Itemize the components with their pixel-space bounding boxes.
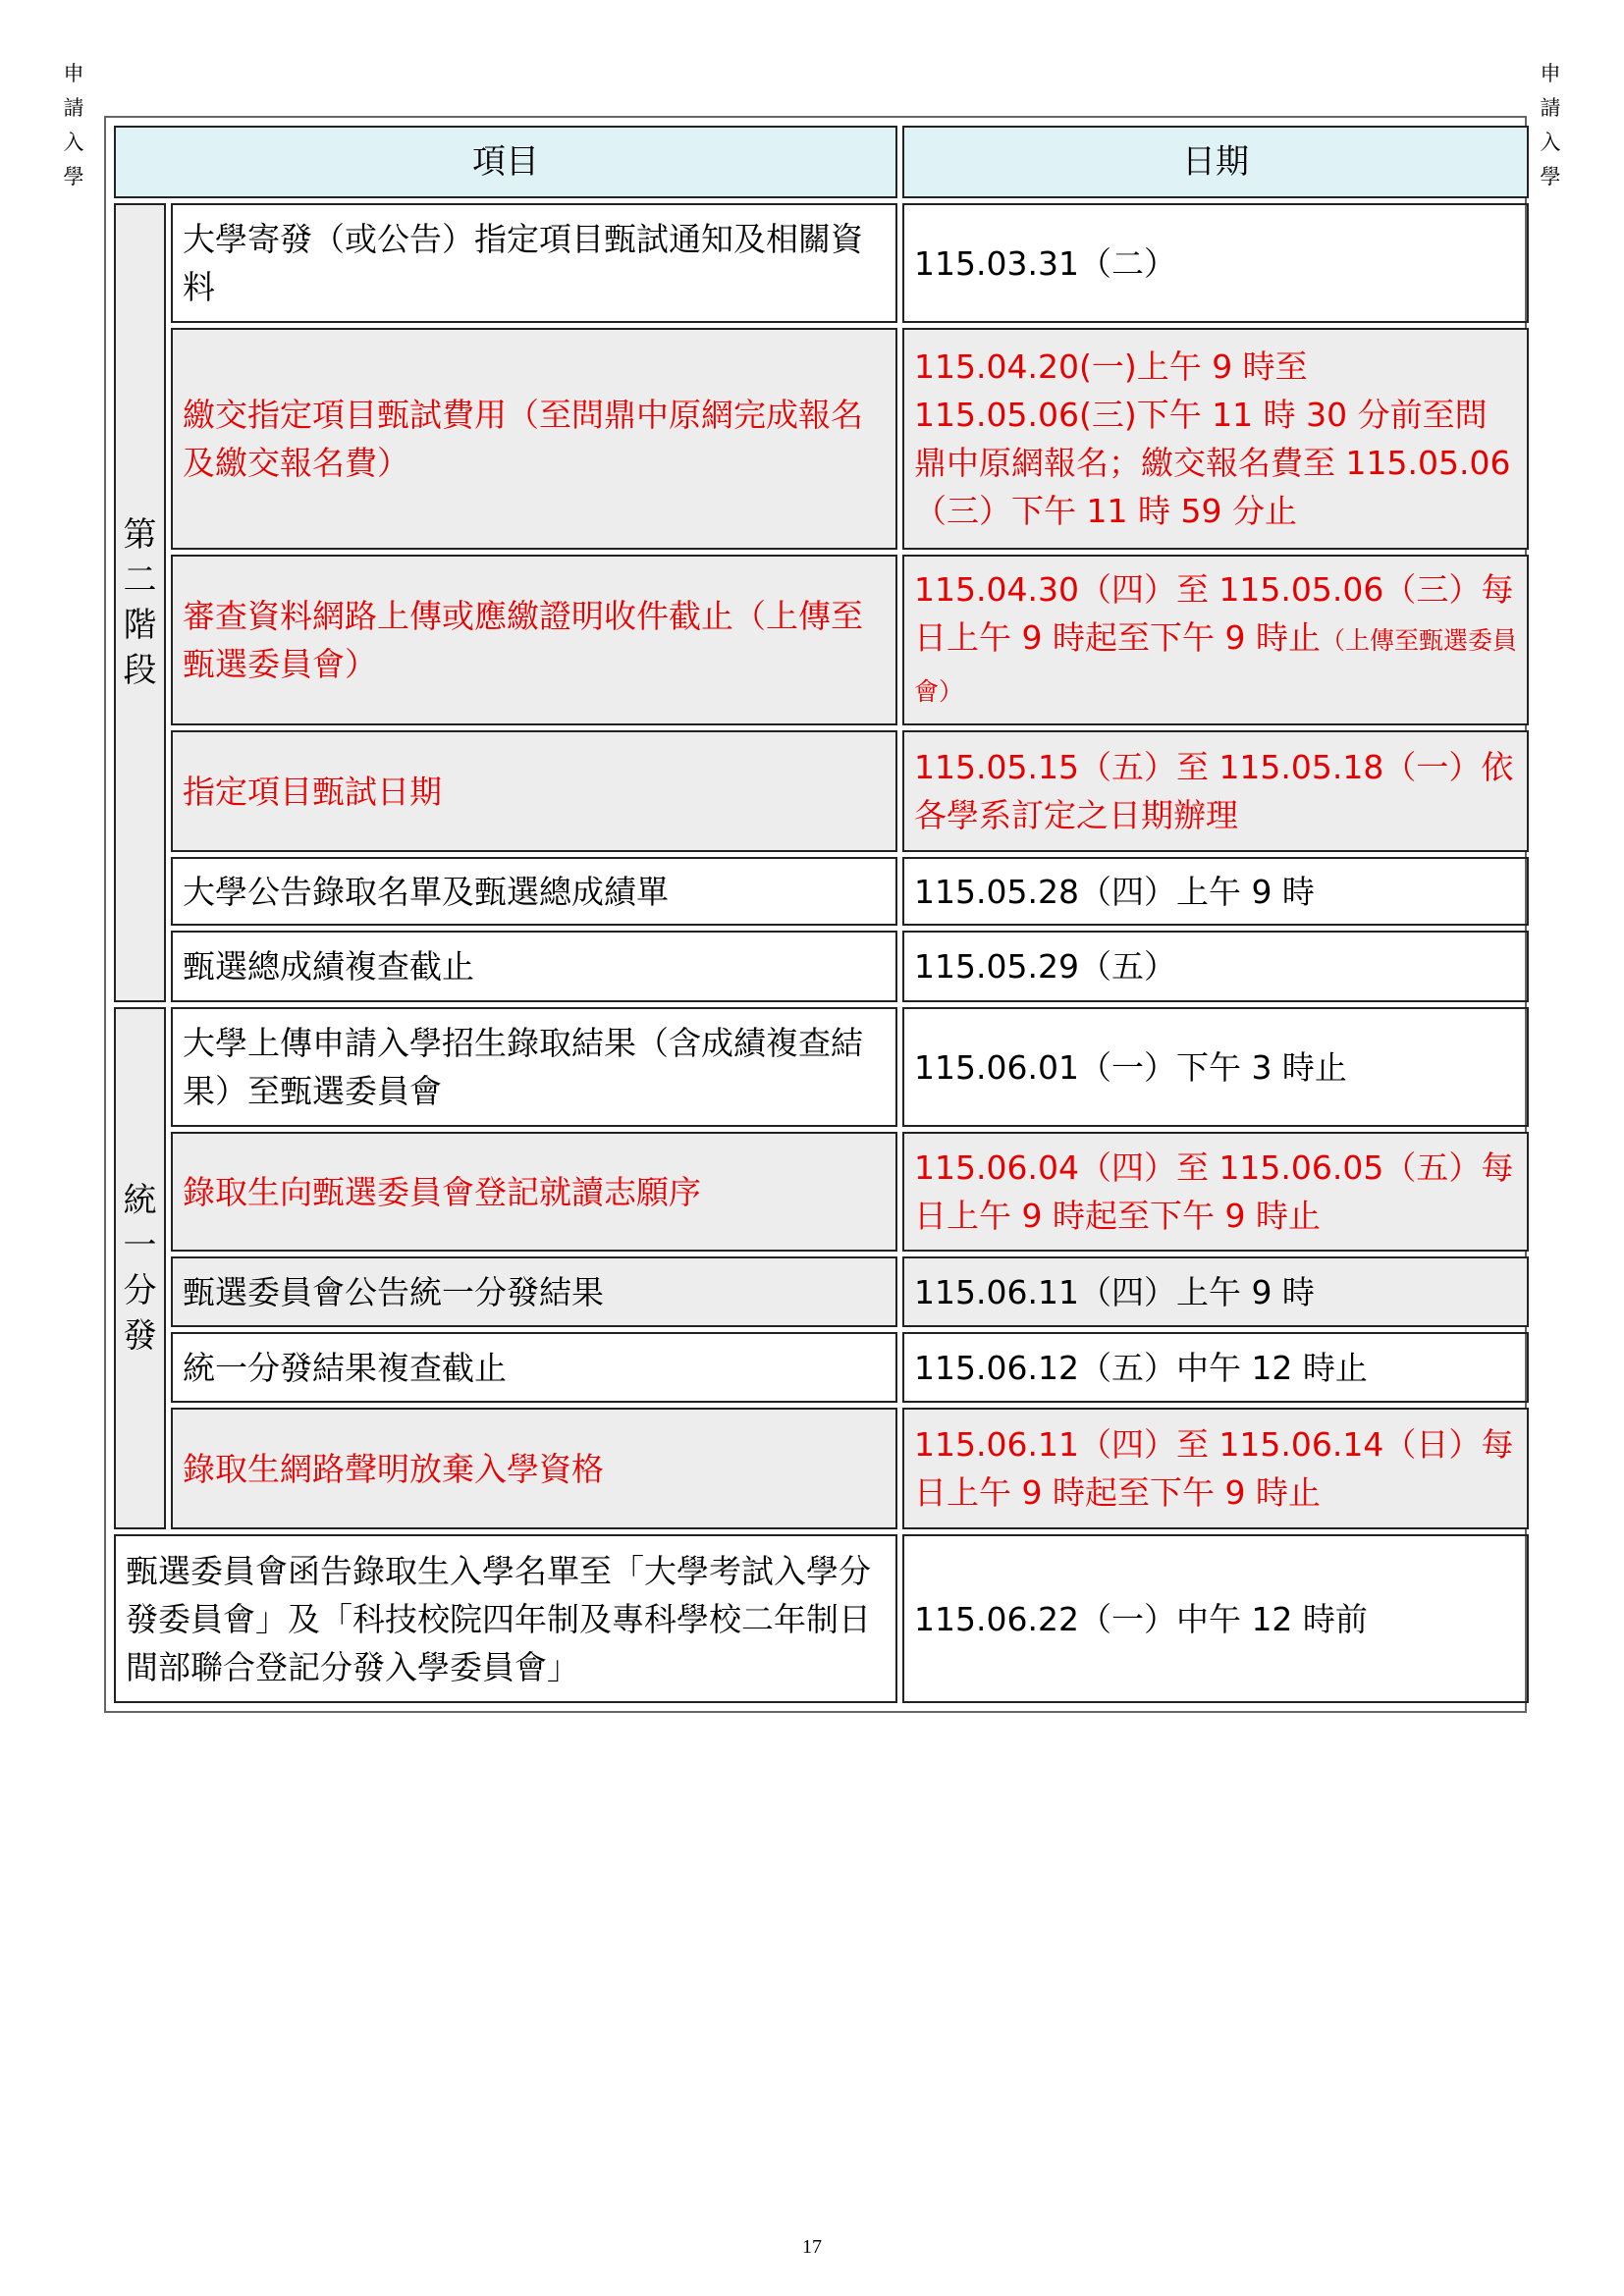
table-row — [114, 730, 1529, 852]
row-date — [902, 555, 1529, 725]
row-item: 甄選總成績複查截止 — [171, 931, 897, 1002]
row-date: 115.06.01（一）下午 3 時止 — [902, 1007, 1529, 1127]
row-item: 錄取生網路聲明放棄入學資格 — [171, 1408, 897, 1529]
row-item: 大學公告錄取名單及甄選總成績單 — [171, 857, 897, 926]
schedule-table — [109, 121, 1534, 1708]
row-date: 115.03.31（二） — [902, 203, 1529, 323]
stage2-label — [114, 203, 166, 1002]
row-item: 統一分發結果複查截止 — [171, 1332, 897, 1403]
row-item: 指定項目甄試日期 — [171, 730, 897, 852]
stage-char: 第 — [123, 515, 157, 555]
table-row — [114, 1332, 1529, 1403]
table-row — [114, 328, 1529, 550]
table-row — [114, 1408, 1529, 1529]
table-row — [114, 931, 1529, 1002]
stage3-label — [114, 1007, 166, 1529]
side-label-left — [57, 57, 90, 194]
row-date-text: 115.04.30（四）至 115.05.06（三）每日上午 9 時起至下午 9 時止 — [914, 569, 1514, 657]
page-number: 17 — [802, 2236, 822, 2258]
row-date: 115.05.15（五）至 115.05.18（一）依各學系訂定之日期辦理 — [902, 730, 1529, 852]
table-row — [114, 1256, 1529, 1327]
side-label-char: 申 — [63, 62, 84, 85]
stage-char: 段 — [123, 651, 157, 690]
row-date: 115.06.11（四）上午 9 時 — [902, 1256, 1529, 1327]
row-date: 115.04.20(一)上午 9 時至 115.05.06(三)下午 11 時 30 分前至問鼎中原網報名；繳交報名費至 115.05.06（三）下午 11 時 59 分止 — [902, 328, 1529, 550]
table-row — [114, 555, 1529, 725]
row-item: 錄取生向甄選委員會登記就讀志願序 — [171, 1132, 897, 1252]
side-label-char: 請 — [63, 96, 84, 120]
row-item: 甄選委員會函告錄取生入學名單至「大學考試入學分發委員會」及「科技校院四年制及專科學校二年制日間部聯合登記分發入學委員會」 — [114, 1534, 897, 1703]
stage-char: 分 — [123, 1271, 157, 1310]
row-item: 大學上傳申請入學招生錄取結果（含成績複查結果）至甄選委員會 — [171, 1007, 897, 1127]
stage-char: 統 — [123, 1181, 157, 1220]
header-item: 項目 — [114, 126, 897, 198]
row-date: 115.05.28（四）上午 9 時 — [902, 857, 1529, 926]
table-row — [114, 1534, 1529, 1703]
row-date: 115.05.29（五） — [902, 931, 1529, 1002]
row-date: 115.06.22（一）中午 12 時前 — [902, 1534, 1529, 1703]
side-label-right — [1534, 57, 1567, 194]
table-row — [114, 203, 1529, 323]
table-row — [114, 1007, 1529, 1127]
row-item: 審查資料網路上傳或應繳證明收件截止（上傳至甄選委員會） — [171, 555, 897, 725]
table-header-row — [114, 126, 1529, 198]
side-label-char: 請 — [1540, 96, 1561, 120]
row-date: 115.06.11（四）至 115.06.14（日）每日上午 9 時起至下午 9 時止 — [902, 1408, 1529, 1529]
header-date: 日期 — [902, 126, 1529, 198]
side-label-char: 學 — [1540, 165, 1561, 188]
row-date: 115.06.04（四）至 115.06.05（五）每日上午 9 時起至下午 9 時止 — [902, 1132, 1529, 1252]
table-row — [114, 1132, 1529, 1252]
stage-char: 發 — [123, 1316, 157, 1356]
row-item: 大學寄發（或公告）指定項目甄試通知及相關資料 — [171, 203, 897, 323]
stage-char: 二 — [123, 561, 157, 600]
row-item: 甄選委員會公告統一分發結果 — [171, 1256, 897, 1327]
stage-char: 階 — [123, 606, 157, 645]
side-label-char: 入 — [1540, 131, 1561, 154]
row-date-note: （上傳至甄選委員會） — [914, 625, 1517, 706]
side-label-char: 學 — [63, 165, 84, 188]
side-label-char: 入 — [63, 131, 84, 154]
side-label-char: 申 — [1540, 62, 1561, 85]
row-date: 115.06.12（五）中午 12 時止 — [902, 1332, 1529, 1403]
stage-char: 一 — [123, 1226, 157, 1265]
table-row — [114, 857, 1529, 926]
row-item: 繳交指定項目甄試費用（至問鼎中原網完成報名及繳交報名費） — [171, 328, 897, 550]
